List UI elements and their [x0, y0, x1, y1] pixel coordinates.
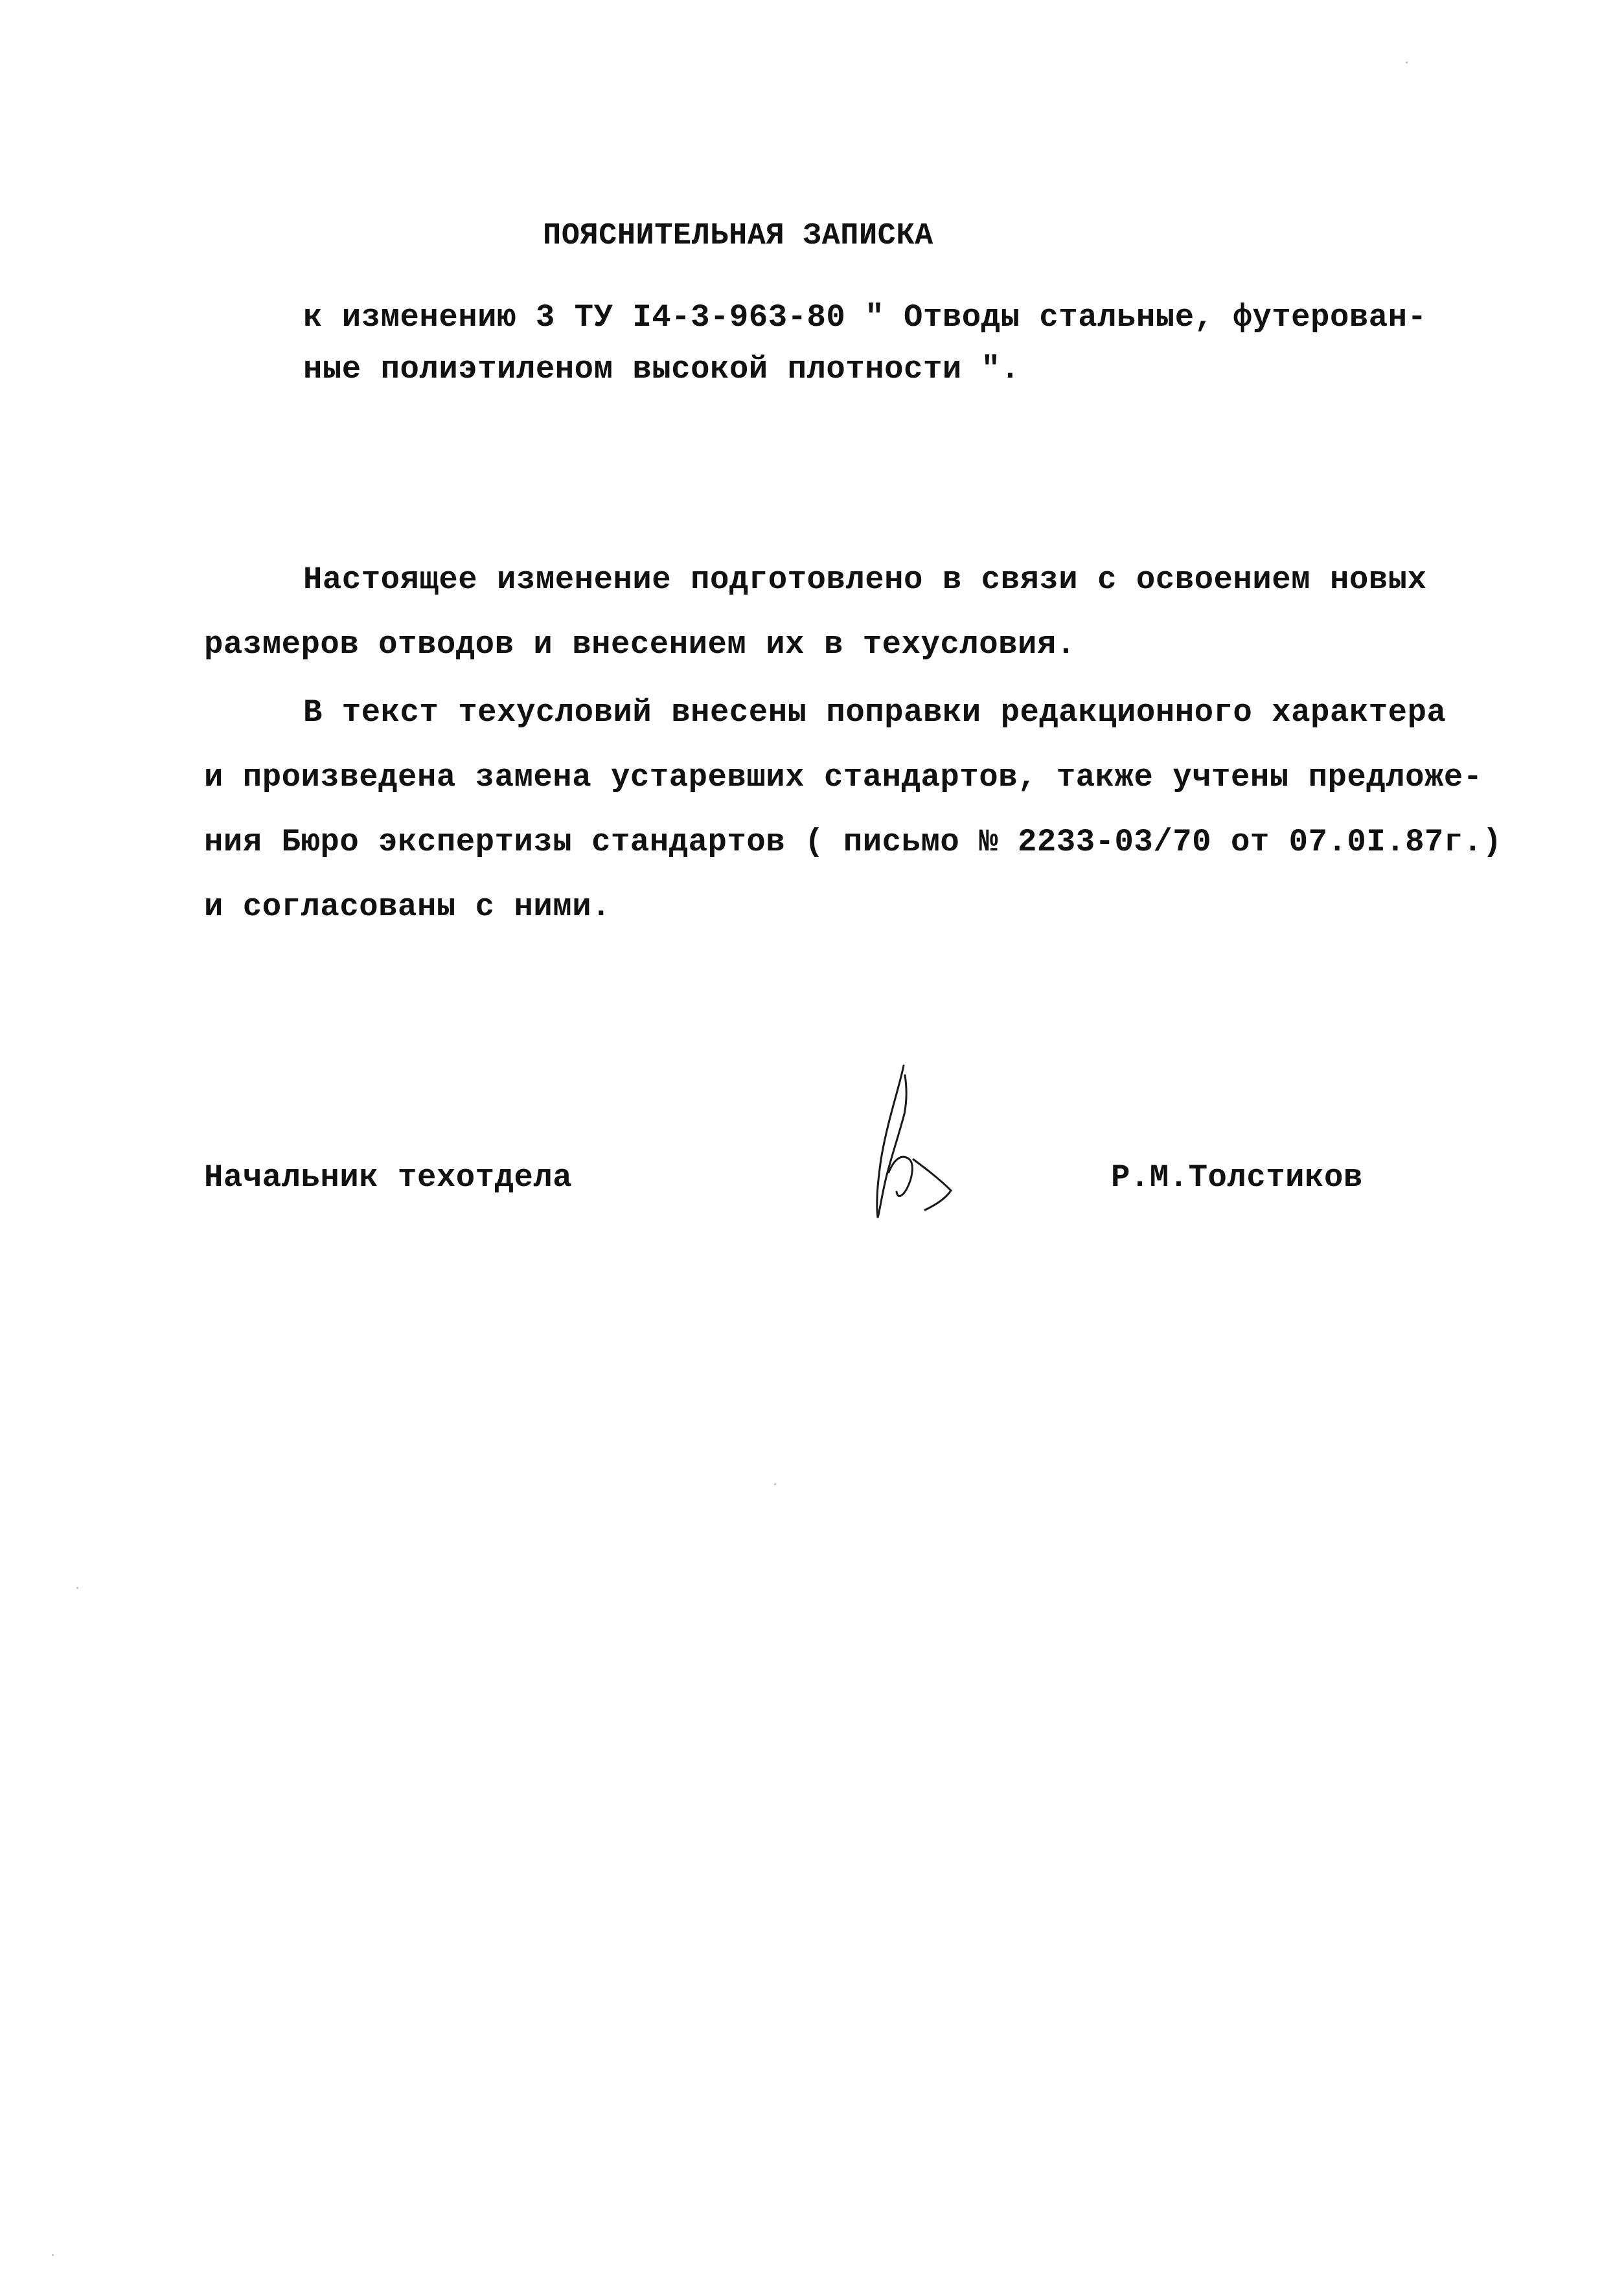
scan-speck [774, 1483, 776, 1485]
body-line-5: ния Бюро экспертизы стандартов ( письмо № 2233-03/70 от 07.0I.87г.) [204, 824, 1502, 860]
subject-line-2: ные полиэтиленом высокой плотности ". [303, 351, 1020, 387]
body-line-6: и согласованы с ними. [204, 889, 612, 925]
body-line-1: Настоящее изменение подготовлено в связи с освоением новых [303, 562, 1427, 598]
body-line-3: В текст техусловий внесены поправки редакционного характера [303, 694, 1447, 731]
signer-position: Начальник техотдела [204, 1159, 573, 1196]
subject-line-1: к изменению 3 ТУ I4-3-963-80 " Отводы стальные, футерован- [303, 299, 1427, 336]
scan-speck [1406, 62, 1408, 63]
scan-speck [52, 2254, 54, 2256]
signer-name: Р.М.Толстиков [1111, 1159, 1363, 1196]
body-line-4: и произведена замена устаревших стандартов, также учтены предложе- [204, 759, 1483, 795]
body-line-2: размеров отводов и внесением их в техусловия. [204, 626, 1076, 663]
document-title: ПОЯСНИТЕЛЬНАЯ ЗАПИСКА [543, 219, 933, 253]
scan-speck [76, 1587, 78, 1589]
handwritten-signature-icon [842, 1062, 972, 1237]
